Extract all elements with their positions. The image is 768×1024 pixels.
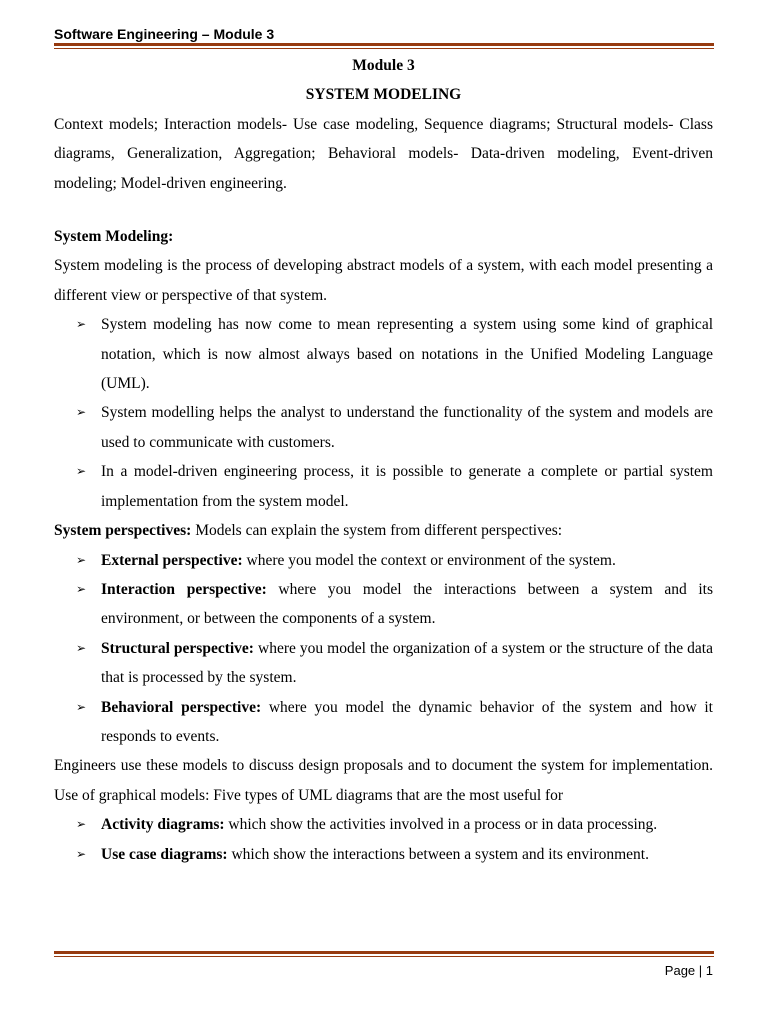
arrow-bullet-icon: ➢ [76,552,87,567]
system-perspectives-paragraph: System perspectives: Models can explain the system from different perspectives: [54,522,563,540]
arrow-bullet-icon: ➢ [76,699,87,714]
list-item: ➢ System modeling has now come to mean representing a system using some kind of graphical notation, which is now almost always based on notations in the Unified Modeling Language (UML). [54,310,713,398]
list-item: ➢ Activity diagrams: which show the activities involved in a process or in data processing. [54,810,713,839]
arrow-bullet-icon: ➢ [76,317,87,332]
page-number: Page | 1 [664,963,713,978]
list-item: ➢ External perspective: where you model the context or environment of the system. [54,546,713,575]
footer-rule [54,951,714,957]
spacer [54,198,713,222]
list-item: ➢ Use case diagrams: which show the interactions between a system and its environment. [54,840,713,869]
list-item: ➢ In a model-driven engineering process, it is possible to generate a complete or partial system implementation from the system model. [54,457,713,516]
arrow-bullet-icon: ➢ [76,640,87,655]
list-item: ➢ System modelling helps the analyst to understand the functionality of the system and models are used to communicate with customers. [54,398,713,457]
page-title: SYSTEM MODELING [305,86,462,104]
perspectives-list [54,546,713,752]
section-heading-system-modeling: System Modeling: [54,228,174,246]
module-title: Module 3 [352,57,415,74]
header-rule [54,43,714,49]
system-modeling-list [54,310,713,516]
arrow-bullet-icon: ➢ [76,846,87,861]
arrow-bullet-icon: ➢ [76,581,87,596]
running-header: Software Engineering – Module 3 [54,26,275,42]
list-item: ➢ Interaction perspective: where you model the interactions between a system and its environment, or between the components of a system. [54,575,713,634]
list-item: ➢ Structural perspective: where you model the organization of a system or the structure of the data that is processed by the system. [54,634,713,693]
uml-diagrams-list [54,810,713,869]
page-content [54,51,713,869]
intro-paragraph: Context models; Interaction models- Use case modeling, Sequence diagrams; Structural models- Class diagrams, Generalization, Aggregation; Behavioral models- Data-driven modeling, Event-driven modeling; Model-driven engineering. [54,115,713,192]
system-modeling-paragraph: System modeling is the process of developing abstract models of a system, with each model presenting a different view or perspective of that system. [54,257,713,304]
engineers-paragraph: Engineers use these models to discuss design proposals and to document the system for implementation. Use of graphical models: Five types of UML diagrams that are the most useful for [54,757,713,804]
arrow-bullet-icon: ➢ [76,817,87,832]
list-item: ➢ Behavioral perspective: where you model the dynamic behavior of the system and how it responds to events. [54,693,713,752]
arrow-bullet-icon: ➢ [76,464,87,479]
arrow-bullet-icon: ➢ [76,405,87,420]
